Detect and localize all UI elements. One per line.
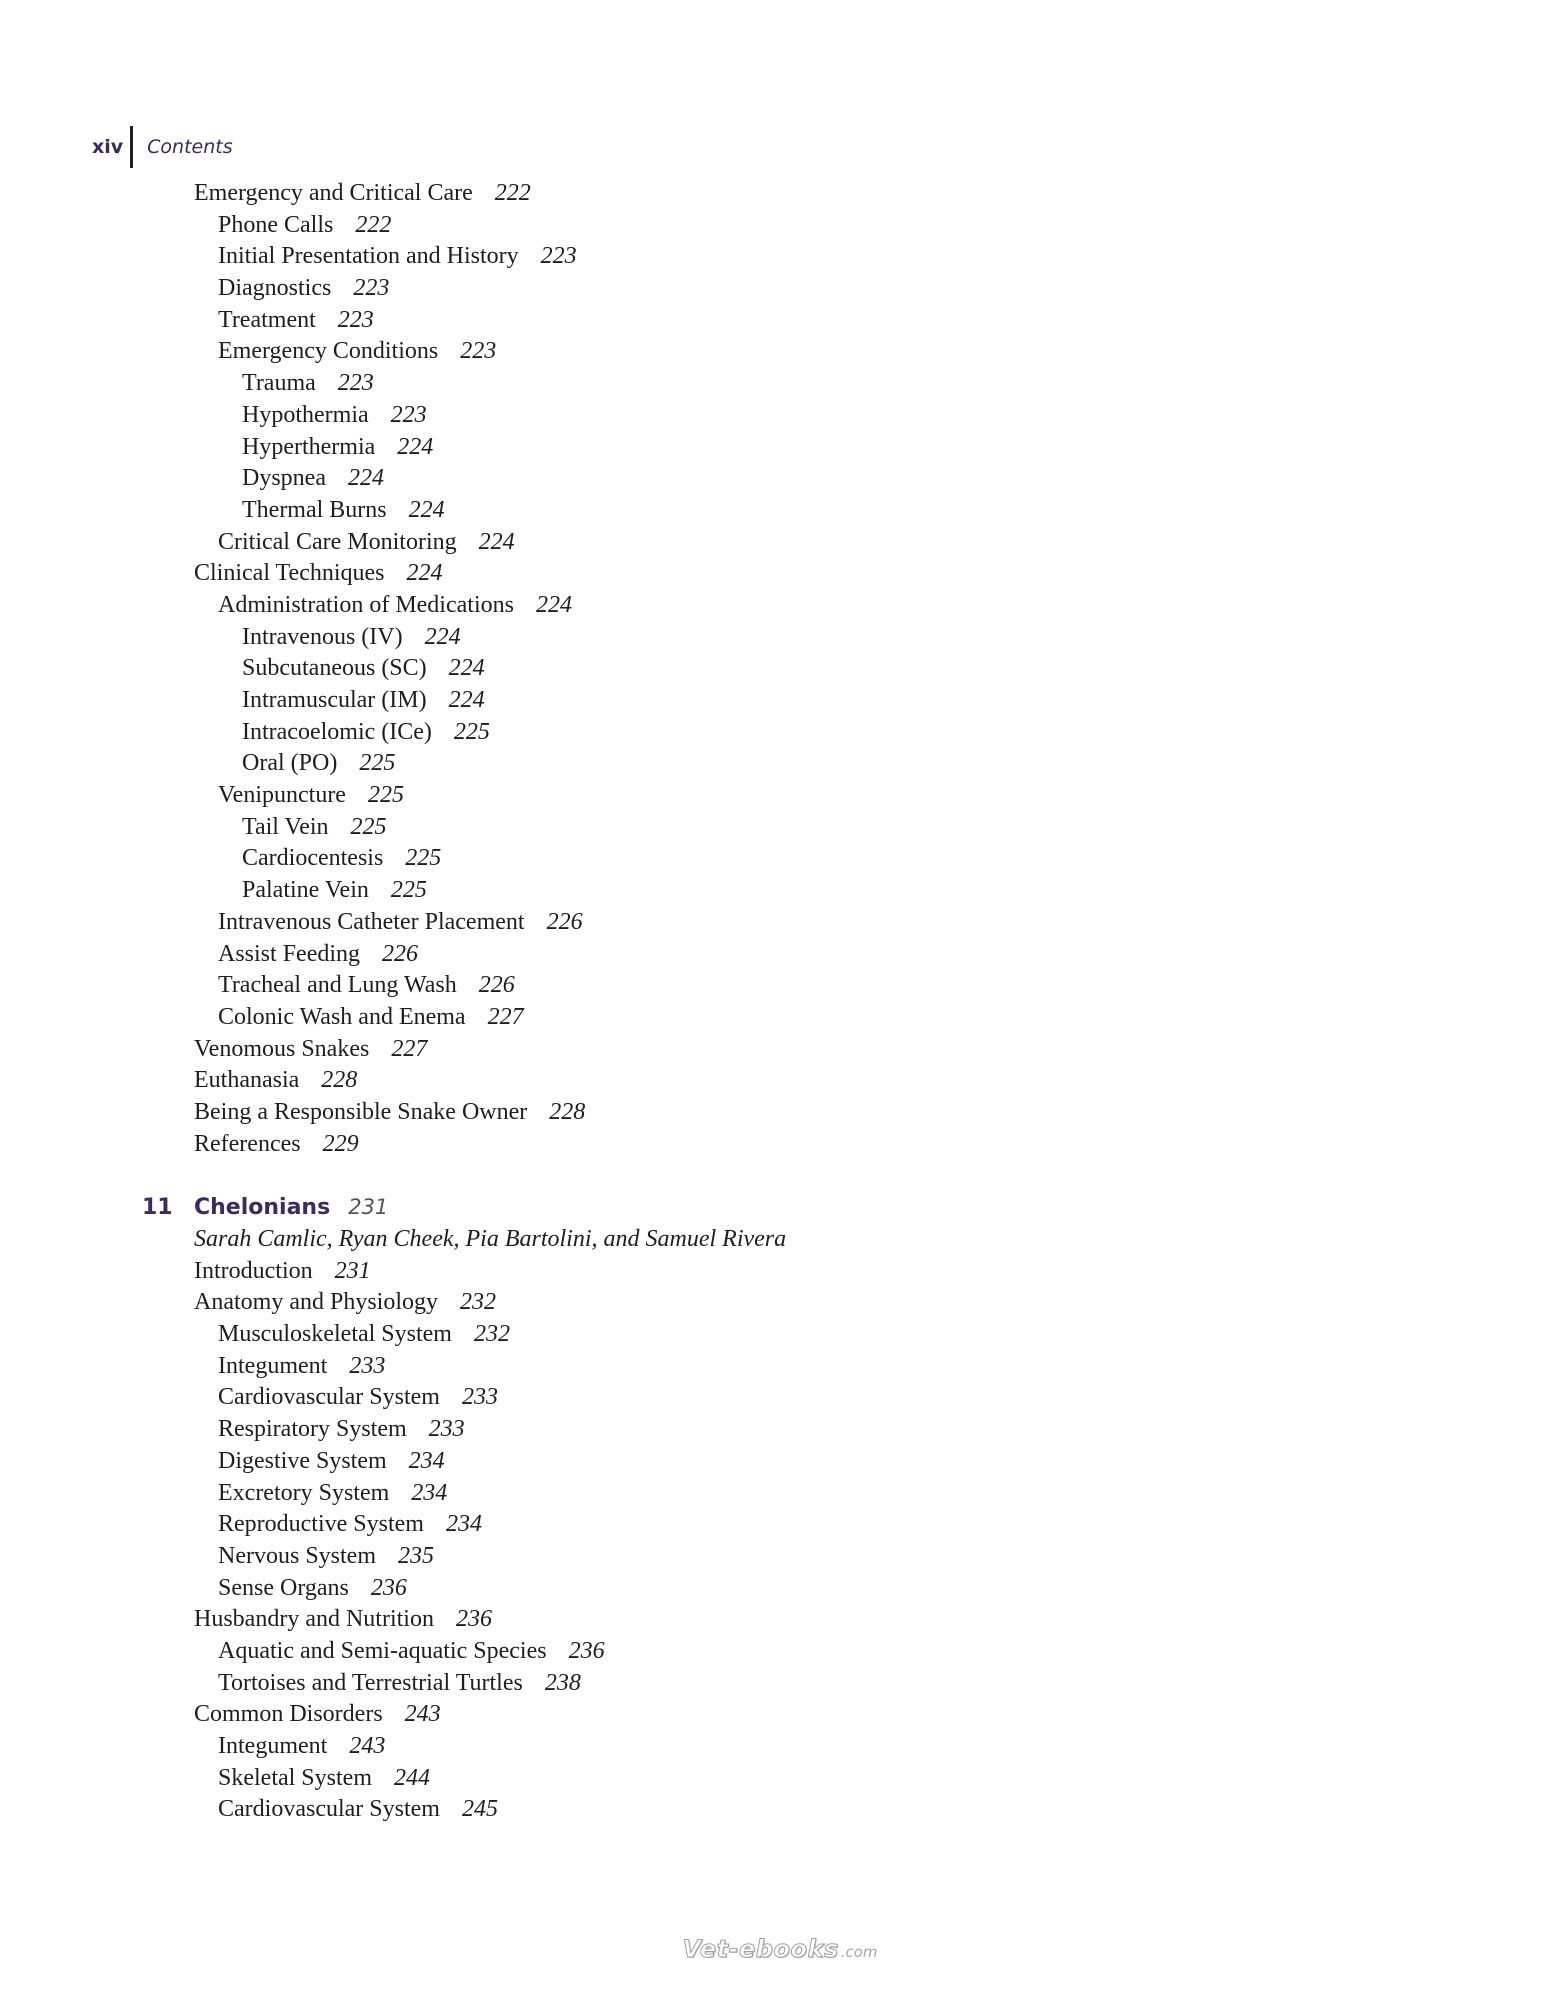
toc-entry[interactable] bbox=[194, 1382, 1294, 1414]
toc-entry-page: 223 bbox=[390, 401, 427, 428]
toc-entry[interactable] bbox=[194, 1541, 1294, 1573]
toc-entry[interactable] bbox=[194, 843, 1294, 875]
toc-entry[interactable] bbox=[194, 907, 1294, 939]
toc-entry-page: 243 bbox=[404, 1701, 441, 1728]
toc-entry-page: 226 bbox=[382, 940, 419, 967]
chapter-page-number: 231 bbox=[348, 1195, 389, 1220]
toc-entry-page: 223 bbox=[337, 306, 374, 333]
toc-entry[interactable] bbox=[194, 558, 1294, 590]
toc-entry-title: Emergency and Critical Care bbox=[194, 180, 473, 206]
toc-entry[interactable] bbox=[194, 1414, 1294, 1446]
toc-entry-title: Nervous System bbox=[218, 1542, 376, 1569]
table-of-contents bbox=[142, 178, 1294, 1826]
toc-entry-title: Intracoelomic (ICe) bbox=[242, 718, 432, 745]
toc-entry-title: Administration of Medications bbox=[218, 591, 514, 618]
toc-entry[interactable] bbox=[194, 748, 1294, 780]
toc-entry-page: 225 bbox=[359, 750, 396, 777]
toc-entry-page: 228 bbox=[321, 1067, 358, 1094]
toc-entry-page: 223 bbox=[337, 370, 374, 397]
toc-entry-page: 225 bbox=[350, 813, 387, 840]
toc-entry-title: Musculoskeletal System bbox=[218, 1321, 452, 1348]
toc-entry-page: 226 bbox=[546, 908, 583, 935]
toc-entry-page: 223 bbox=[353, 275, 390, 302]
toc-entry-title: Sense Organs bbox=[218, 1574, 349, 1601]
toc-entry[interactable] bbox=[194, 1002, 1294, 1034]
toc-entry[interactable] bbox=[194, 241, 1294, 273]
toc-entry-page: 244 bbox=[393, 1764, 430, 1791]
toc-entry[interactable] bbox=[194, 1509, 1294, 1541]
toc-entry-title: Emergency Conditions bbox=[218, 338, 439, 365]
toc-entry-title: Intramuscular (IM) bbox=[242, 687, 427, 713]
toc-entry-page: 222 bbox=[355, 211, 392, 238]
toc-entry[interactable] bbox=[194, 590, 1294, 622]
toc-entry-page: 232 bbox=[460, 1289, 496, 1316]
page-folio: xiv bbox=[92, 136, 124, 158]
toc-entry-title: Trauma bbox=[242, 370, 316, 397]
toc-entry-page: 226 bbox=[478, 972, 515, 999]
toc-entry[interactable] bbox=[194, 1065, 1294, 1097]
watermark-domain: .com bbox=[840, 1943, 878, 1961]
toc-entry-page: 224 bbox=[478, 528, 515, 555]
toc-entry-page: 245 bbox=[461, 1796, 498, 1823]
toc-entry-page: 224 bbox=[406, 560, 443, 587]
chapter-spacer bbox=[194, 1160, 1294, 1192]
toc-entry[interactable] bbox=[194, 1636, 1294, 1668]
toc-entry-page: 234 bbox=[411, 1479, 448, 1506]
toc-entry-title: Venomous Snakes bbox=[194, 1035, 370, 1062]
toc-entry-page: 236 bbox=[455, 1606, 492, 1633]
toc-entry-page: 236 bbox=[568, 1637, 605, 1664]
toc-entry-title: Common Disorders bbox=[194, 1701, 383, 1728]
toc-entry-title: Skeletal System bbox=[218, 1764, 372, 1791]
toc-entry-title: Palatine Vein bbox=[242, 877, 369, 904]
watermark-logo bbox=[680, 1935, 880, 1963]
toc-section-snakes bbox=[194, 178, 1294, 1160]
toc-entry[interactable] bbox=[194, 527, 1294, 559]
toc-entry-title: Diagnostics bbox=[218, 275, 332, 302]
toc-entry-page: 225 bbox=[367, 782, 404, 809]
running-title: Contents bbox=[147, 136, 233, 158]
toc-entry-page: 224 bbox=[347, 465, 384, 492]
toc-entry-title: Subcutaneous (SC) bbox=[242, 655, 427, 682]
toc-entry-page: 232 bbox=[473, 1321, 510, 1348]
toc-entry-title: Oral (PO) bbox=[242, 750, 338, 777]
toc-entry-page: 243 bbox=[349, 1733, 386, 1759]
toc-entry[interactable] bbox=[194, 1446, 1294, 1478]
toc-entry-title: Integument bbox=[218, 1733, 328, 1759]
toc-entry-page: 222 bbox=[494, 180, 531, 206]
toc-entry[interactable] bbox=[194, 622, 1294, 654]
toc-entry-title: Hyperthermia bbox=[242, 433, 376, 460]
toc-entry-title: Tortoises and Terrestrial Turtles bbox=[218, 1669, 523, 1696]
toc-entry-title: Dyspnea bbox=[242, 465, 326, 492]
toc-entry[interactable] bbox=[194, 685, 1294, 717]
toc-entry-title: Critical Care Monitoring bbox=[218, 528, 457, 555]
toc-entry-title: Cardiovascular System bbox=[218, 1384, 440, 1411]
chapter-title: Chelonians bbox=[194, 1195, 331, 1221]
toc-entry[interactable] bbox=[194, 495, 1294, 527]
toc-entry-page: 224 bbox=[397, 433, 434, 460]
toc-entry-page: 233 bbox=[349, 1352, 386, 1379]
toc-entry[interactable] bbox=[194, 336, 1294, 368]
toc-entry-page: 224 bbox=[424, 623, 461, 650]
toc-entry[interactable] bbox=[194, 1763, 1294, 1795]
toc-entry[interactable] bbox=[194, 1034, 1294, 1066]
toc-section-chelonians bbox=[194, 1256, 1294, 1826]
toc-entry-title: References bbox=[194, 1130, 301, 1157]
toc-entry-title: Assist Feeding bbox=[218, 940, 361, 967]
toc-entry-title: Aquatic and Semi-aquatic Species bbox=[218, 1637, 547, 1664]
toc-entry-page: 228 bbox=[549, 1098, 586, 1125]
toc-entry-title: Clinical Techniques bbox=[194, 560, 385, 587]
toc-entry-title: Tracheal and Lung Wash bbox=[218, 972, 457, 999]
toc-entry-title: Integument bbox=[218, 1352, 328, 1379]
toc-entry-page: 238 bbox=[544, 1669, 581, 1696]
toc-entry-title: Intravenous Catheter Placement bbox=[218, 908, 525, 935]
toc-entry[interactable] bbox=[194, 1256, 1294, 1288]
toc-entry-title: Venipuncture bbox=[218, 782, 346, 809]
toc-entry-page: 223 bbox=[460, 338, 497, 365]
toc-entry-title: Initial Presentation and History bbox=[218, 243, 519, 270]
toc-entry[interactable] bbox=[194, 305, 1294, 337]
toc-entry[interactable] bbox=[194, 1097, 1294, 1129]
toc-entry[interactable] bbox=[194, 1668, 1294, 1700]
toc-entry-title: Treatment bbox=[218, 306, 316, 333]
toc-entry-title: Cardiovascular System bbox=[218, 1796, 440, 1823]
toc-entry-page: 223 bbox=[540, 243, 577, 270]
toc-entry[interactable] bbox=[194, 178, 1294, 210]
toc-entry-page: 224 bbox=[448, 655, 485, 682]
toc-entry[interactable] bbox=[194, 400, 1294, 432]
toc-entry-page: 224 bbox=[448, 687, 485, 713]
toc-entry[interactable] bbox=[194, 717, 1294, 749]
toc-entry[interactable] bbox=[194, 210, 1294, 242]
chapter-number: 11 bbox=[142, 1195, 173, 1221]
toc-entry-page: 227 bbox=[487, 1003, 524, 1030]
page-header bbox=[92, 126, 233, 168]
toc-entry-title: Anatomy and Physiology bbox=[194, 1289, 438, 1316]
toc-entry-title: Husbandry and Nutrition bbox=[194, 1606, 434, 1633]
toc-entry[interactable] bbox=[194, 1478, 1294, 1510]
toc-entry[interactable] bbox=[194, 970, 1294, 1002]
toc-entry[interactable] bbox=[194, 1573, 1294, 1605]
toc-entry-page: 234 bbox=[445, 1511, 482, 1538]
toc-entry-title: Reproductive System bbox=[218, 1511, 424, 1538]
toc-entry-page: 229 bbox=[322, 1130, 359, 1157]
toc-entry[interactable] bbox=[194, 1699, 1294, 1731]
toc-entry-title: Phone Calls bbox=[218, 211, 334, 238]
toc-entry-title: Introduction bbox=[194, 1257, 313, 1284]
toc-entry-page: 224 bbox=[535, 591, 572, 618]
watermark-text: Vet-ebooks bbox=[682, 1935, 839, 1963]
toc-entry-page: 233 bbox=[461, 1384, 498, 1411]
chapter-heading[interactable] bbox=[142, 1192, 1294, 1224]
toc-entry[interactable] bbox=[194, 939, 1294, 971]
toc-entry-title: Respiratory System bbox=[218, 1416, 407, 1443]
toc-entry[interactable] bbox=[194, 1794, 1294, 1826]
toc-entry-page: 231 bbox=[334, 1257, 371, 1284]
toc-entry-title: Intravenous (IV) bbox=[242, 623, 403, 650]
toc-entry-page: 234 bbox=[408, 1447, 445, 1474]
toc-entry-title: Colonic Wash and Enema bbox=[218, 1003, 466, 1030]
toc-entry-title: Cardiocentesis bbox=[242, 845, 384, 872]
toc-entry-title: Hypothermia bbox=[242, 401, 369, 428]
toc-entry[interactable] bbox=[194, 1731, 1294, 1763]
toc-entry[interactable] bbox=[194, 1129, 1294, 1161]
toc-entry[interactable] bbox=[194, 780, 1294, 812]
toc-entry-title: Tail Vein bbox=[242, 813, 329, 840]
chapter-authors: Sarah Camlic, Ryan Cheek, Pia Bartolini, and Samuel Rivera bbox=[194, 1226, 787, 1252]
toc-entry[interactable] bbox=[194, 463, 1294, 495]
toc-entry-title: Euthanasia bbox=[194, 1067, 300, 1094]
toc-entry[interactable] bbox=[194, 273, 1294, 305]
toc-entry[interactable] bbox=[194, 653, 1294, 685]
toc-entry-page: 227 bbox=[391, 1035, 428, 1062]
toc-entry[interactable] bbox=[194, 432, 1294, 464]
toc-entry-title: Excretory System bbox=[218, 1479, 390, 1506]
toc-entry[interactable] bbox=[194, 368, 1294, 400]
toc-entry[interactable] bbox=[194, 1351, 1294, 1383]
toc-entry[interactable] bbox=[194, 812, 1294, 844]
toc-entry[interactable] bbox=[194, 875, 1294, 907]
toc-entry[interactable] bbox=[194, 1287, 1294, 1319]
toc-entry-page: 224 bbox=[408, 496, 445, 523]
toc-entry-page: 225 bbox=[453, 718, 490, 745]
toc-entry-title: Thermal Burns bbox=[242, 496, 387, 523]
toc-entry[interactable] bbox=[194, 1319, 1294, 1351]
toc-entry-title: Being a Responsible Snake Owner bbox=[194, 1098, 528, 1125]
toc-entry-page: 225 bbox=[390, 877, 427, 904]
toc-entry-page: 233 bbox=[428, 1416, 465, 1443]
toc-entry-title: Digestive System bbox=[218, 1447, 387, 1474]
toc-entry-page: 235 bbox=[398, 1542, 434, 1569]
toc-entry-page: 236 bbox=[370, 1574, 407, 1601]
toc-entry-page: 225 bbox=[405, 845, 442, 872]
toc-entry[interactable] bbox=[194, 1604, 1294, 1636]
